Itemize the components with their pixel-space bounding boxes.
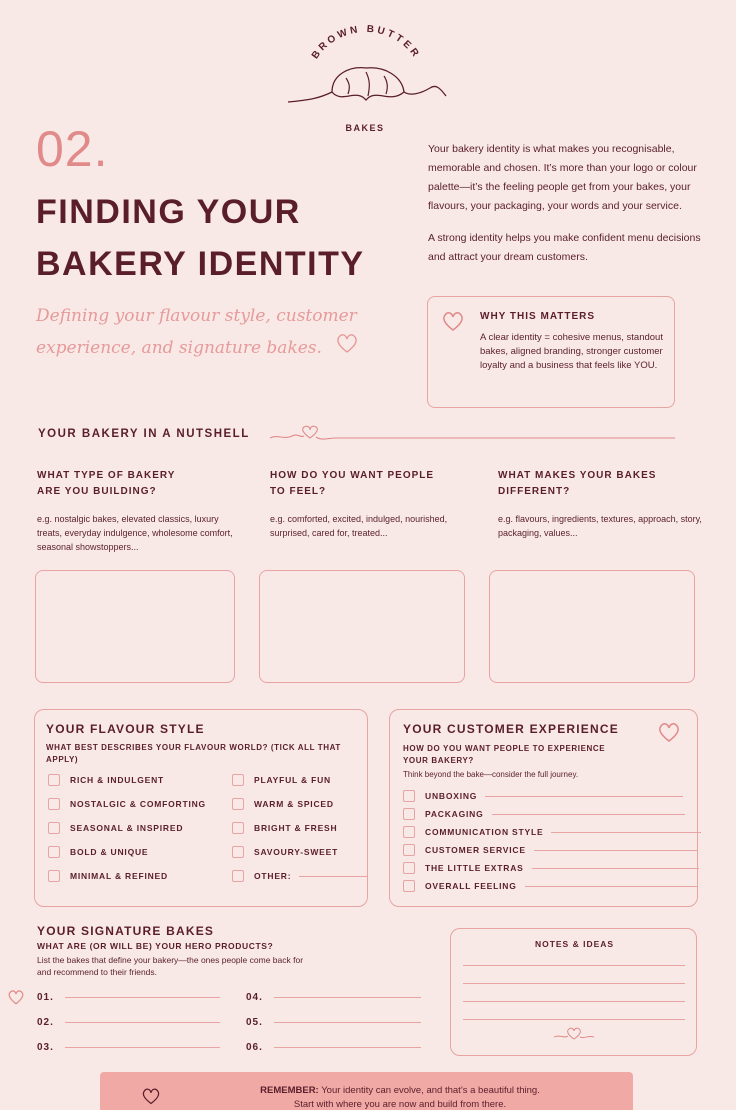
checkbox-square[interactable] [403, 826, 415, 838]
heart-icon [656, 720, 682, 749]
checkbox-label: SAVOURY-SWEET [254, 847, 339, 857]
write-line[interactable] [551, 832, 701, 833]
why-this-matters-card [427, 296, 675, 408]
checkbox-savoury-sweet[interactable] [232, 846, 338, 858]
checkbox-square[interactable] [232, 870, 244, 882]
checkbox-square[interactable] [48, 870, 60, 882]
notes-heading: NOTES & IDEAS [534, 939, 615, 949]
script-subtitle [36, 300, 376, 365]
customer-sub-line-1: HOW DO YOU WANT PEOPLE TO EXPERIENCE [403, 744, 606, 753]
question-line-1: WHAT MAKES YOUR BAKES [498, 470, 657, 481]
question-line-2: DIFFERENT? [498, 486, 571, 497]
checkbox-label: OVERALL FEELING [425, 881, 517, 891]
answer-box-difference[interactable] [489, 570, 695, 683]
checkbox-other[interactable] [232, 870, 367, 882]
checkbox-communication-style[interactable] [403, 826, 701, 838]
write-line[interactable] [534, 850, 697, 851]
row-number: 01. [37, 992, 54, 1003]
checkbox-seasonal-inspired[interactable] [48, 822, 183, 834]
signature-row-3[interactable] [37, 1042, 220, 1053]
checkbox-square[interactable] [403, 790, 415, 802]
checkbox-label: PLAYFUL & FUN [254, 775, 331, 785]
question-example: e.g. nostalgic bakes, elevated classics, luxury treats, everyday indulgence, wholesome comfort, seasonal showstoppers... [37, 514, 233, 552]
row-number: 03. [37, 1042, 54, 1053]
checkbox-bold-unique[interactable] [48, 846, 148, 858]
flavour-subheading: WHAT BEST DESCRIBES YOUR FLAVOUR WORLD? (TICK ALL THAT APPLY) [46, 743, 341, 764]
checkbox-square[interactable] [232, 798, 244, 810]
checkbox-label: CUSTOMER SERVICE [425, 845, 526, 855]
question-example: e.g. flavours, ingredients, textures, approach, story, packaging, values... [498, 514, 702, 538]
write-line[interactable] [274, 1022, 421, 1023]
signature-row-2[interactable] [37, 1017, 220, 1028]
write-line[interactable] [532, 868, 699, 869]
checkbox-square[interactable] [232, 846, 244, 858]
row-number: 04. [246, 992, 263, 1003]
checkbox-square[interactable] [403, 844, 415, 856]
nutshell-question-2 [270, 468, 470, 540]
checkbox-label: BOLD & UNIQUE [70, 847, 149, 857]
heart-icon [6, 988, 26, 1011]
question-line-2: ARE YOU BUILDING? [37, 486, 157, 497]
note-line[interactable] [463, 1001, 685, 1002]
remember-line-1: Your identity can evolve, and that’s a beautiful thing. [318, 1085, 540, 1096]
question-line-2: TO FEEL? [270, 486, 327, 497]
flavour-style-card [34, 709, 368, 907]
customer-note: Think beyond the bake—consider the full journey. [403, 770, 579, 779]
script-subtitle-text: Defining your flavour style, customer experience, and signature bakes. [36, 306, 357, 358]
section-number: 02. [36, 121, 109, 177]
nutshell-question-1 [37, 468, 237, 554]
signature-description: List the bakes that define your bakery—the ones people come back for and recommend to their friends. [37, 955, 304, 977]
heart-icon [140, 1086, 162, 1110]
checkbox-square[interactable] [48, 822, 60, 834]
remember-banner [100, 1072, 633, 1110]
checkbox-label: SEASONAL & INSPIRED [70, 823, 184, 833]
brand-logo [280, 22, 450, 142]
customer-experience-card [389, 709, 698, 907]
other-write-line[interactable] [299, 876, 367, 877]
intro-paragraph-1: Your bakery identity is what makes you recognisable, memorable and chosen. It’s more than your logo or colour palette—it’s the feeling people get from your bakes, your flavours, your packaging, your words and your service. [428, 143, 697, 212]
intro-text [428, 140, 703, 280]
checkbox-rich-indulgent[interactable] [48, 774, 164, 786]
write-line[interactable] [492, 814, 685, 815]
question-line-1: WHAT TYPE OF BAKERY [37, 470, 176, 481]
checkbox-square[interactable] [48, 774, 60, 786]
svg-text:BROWN BUTTER [310, 24, 422, 61]
page-title [36, 186, 365, 290]
intro-paragraph-2: A strong identity helps you make confident menu decisions and attract your dream customers. [428, 232, 701, 263]
signature-heading: YOUR SIGNATURE BAKES [37, 924, 215, 938]
checkbox-unboxing[interactable] [403, 790, 683, 802]
checkbox-nostalgic-comforting[interactable] [48, 798, 206, 810]
answer-box-bakery-type[interactable] [35, 570, 235, 683]
notes-ideas-card[interactable] [450, 928, 697, 1056]
write-line[interactable] [65, 997, 220, 998]
heart-divider [270, 424, 680, 449]
customer-sub-line-2: YOUR BAKERY? [403, 756, 474, 765]
checkbox-square[interactable] [48, 846, 60, 858]
remember-line-2: Start with where you are now and build from there. [293, 1099, 507, 1110]
signature-row-1[interactable] [37, 992, 220, 1003]
flavour-heading: YOUR FLAVOUR STYLE [46, 722, 205, 736]
remember-label: REMEMBER: [260, 1085, 319, 1096]
signature-row-6[interactable] [246, 1042, 421, 1053]
row-number: 02. [37, 1017, 54, 1028]
checkbox-square[interactable] [403, 862, 415, 874]
why-heading: WHY THIS MATTERS [480, 311, 596, 322]
note-line[interactable] [463, 983, 685, 984]
note-line[interactable] [463, 965, 685, 966]
write-line[interactable] [525, 886, 697, 887]
checkbox-label: OTHER: [254, 871, 292, 881]
checkbox-customer-service[interactable] [403, 844, 697, 856]
checkbox-label: MINIMAL & REFINED [70, 871, 168, 881]
remember-text [180, 1084, 620, 1110]
write-line[interactable] [485, 796, 683, 797]
checkbox-label: PACKAGING [425, 809, 484, 819]
checkbox-label: RICH & INDULGENT [70, 775, 165, 785]
title-line-2: BAKERY IDENTITY [36, 245, 365, 283]
checkbox-square[interactable] [48, 798, 60, 810]
checkbox-label: NOSTALGIC & COMFORTING [70, 799, 206, 809]
logo-bottom-text: BAKES [345, 123, 385, 133]
checkbox-packaging[interactable] [403, 808, 685, 820]
heart-icon [335, 332, 359, 365]
note-line[interactable] [463, 1019, 685, 1020]
answer-box-feelings[interactable] [259, 570, 465, 683]
signature-subheading: WHAT ARE (OR WILL BE) YOUR HERO PRODUCTS? [37, 941, 274, 951]
write-line[interactable] [65, 1022, 220, 1023]
heart-icon [554, 1025, 594, 1048]
logo-arc-text: BROWN BUTTER [309, 23, 423, 62]
checkbox-warm-spiced[interactable] [232, 798, 334, 810]
checkbox-overall-feeling[interactable] [403, 880, 697, 892]
signature-row-5[interactable] [246, 1017, 421, 1028]
nutshell-heading: YOUR BAKERY IN A NUTSHELL [38, 428, 250, 440]
checkbox-label: COMMUNICATION STYLE [425, 827, 544, 837]
write-line[interactable] [274, 997, 421, 998]
checkbox-label: THE LITTLE EXTRAS [425, 863, 524, 873]
checkbox-playful-fun[interactable] [232, 774, 331, 786]
checkbox-bright-fresh[interactable] [232, 822, 337, 834]
write-line[interactable] [65, 1047, 220, 1048]
why-body: A clear identity = cohesive menus, standout bakes, aligned branding, stronger customer loyalty and a business that feels like YOU. [480, 332, 663, 371]
row-number: 06. [246, 1042, 263, 1053]
signature-row-4[interactable] [246, 992, 421, 1003]
customer-heading: YOUR CUSTOMER EXPERIENCE [403, 722, 619, 736]
question-example: e.g. comforted, excited, indulged, nourished, surprised, cared for, treated... [270, 514, 448, 538]
checkbox-label: BRIGHT & FRESH [254, 823, 338, 833]
checkbox-square[interactable] [232, 822, 244, 834]
checkbox-label: WARM & SPICED [254, 799, 334, 809]
row-number: 05. [246, 1017, 263, 1028]
checkbox-square[interactable] [403, 880, 415, 892]
checkbox-minimal-refined[interactable] [48, 870, 168, 882]
checkbox-square[interactable] [232, 774, 244, 786]
heart-icon [440, 309, 466, 338]
checkbox-label: UNBOXING [425, 791, 478, 801]
nutshell-question-3 [498, 468, 708, 540]
checkbox-little-extras[interactable] [403, 862, 699, 874]
question-line-1: HOW DO YOU WANT PEOPLE [270, 470, 435, 481]
write-line[interactable] [274, 1047, 421, 1048]
title-line-1: FINDING YOUR [36, 193, 301, 231]
checkbox-square[interactable] [403, 808, 415, 820]
